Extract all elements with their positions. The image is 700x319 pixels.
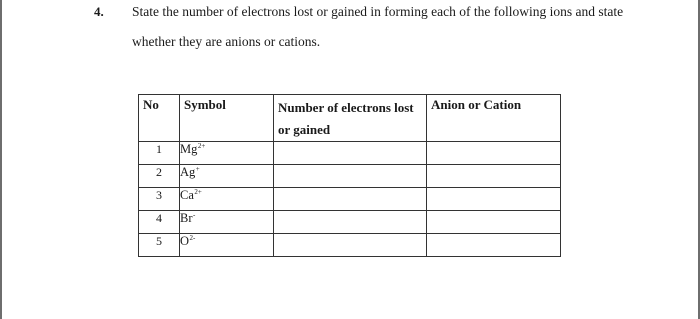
header-no: No (139, 95, 180, 142)
ion-symbol (180, 165, 274, 188)
element-symbol: O (180, 234, 190, 248)
type-answer-cell[interactable] (427, 234, 561, 257)
table-row (139, 234, 561, 257)
ion-symbol (180, 142, 274, 165)
type-answer-cell[interactable] (427, 211, 561, 234)
question-text-line-1: State the number of electrons lost or gained in forming each of the following ions and state (132, 4, 624, 19)
electrons-answer-cell[interactable] (274, 142, 427, 165)
row-number: 3 (139, 188, 180, 211)
ions-table (138, 94, 561, 257)
header-anion-or-cation: Anion or Cation (427, 95, 561, 142)
table-row (139, 211, 561, 234)
type-answer-cell[interactable] (427, 165, 561, 188)
table-row (139, 188, 561, 211)
row-number: 2 (139, 165, 180, 188)
electrons-answer-cell[interactable] (274, 165, 427, 188)
ion-charge: 2- (189, 234, 196, 242)
row-number: 4 (139, 211, 180, 234)
table-header-row (139, 95, 561, 142)
ion-symbol (180, 211, 274, 234)
type-answer-cell[interactable] (427, 142, 561, 165)
left-border (0, 0, 2, 319)
ion-symbol (180, 234, 274, 257)
electrons-answer-cell[interactable] (274, 211, 427, 234)
row-number: 5 (139, 234, 180, 257)
ion-charge: + (195, 165, 200, 173)
ion-charge: 2+ (194, 188, 202, 196)
electrons-answer-cell[interactable] (274, 234, 427, 257)
type-answer-cell[interactable] (427, 188, 561, 211)
ion-symbol (180, 188, 274, 211)
table-row (139, 142, 561, 165)
question-number: 4. (94, 4, 104, 19)
element-symbol: Mg (180, 142, 198, 156)
element-symbol: Ca (180, 188, 194, 202)
question-text-line-2: whether they are anions or cations. (132, 34, 321, 49)
ion-charge: - (193, 211, 196, 219)
header-electrons: Number of electrons lost or gained (274, 95, 427, 142)
row-number: 1 (139, 142, 180, 165)
ion-charge: 2+ (197, 142, 206, 150)
table-row (139, 165, 561, 188)
electrons-answer-cell[interactable] (274, 188, 427, 211)
element-symbol: Ag (180, 165, 196, 179)
element-symbol: Br (180, 211, 193, 225)
header-symbol: Symbol (180, 95, 274, 142)
